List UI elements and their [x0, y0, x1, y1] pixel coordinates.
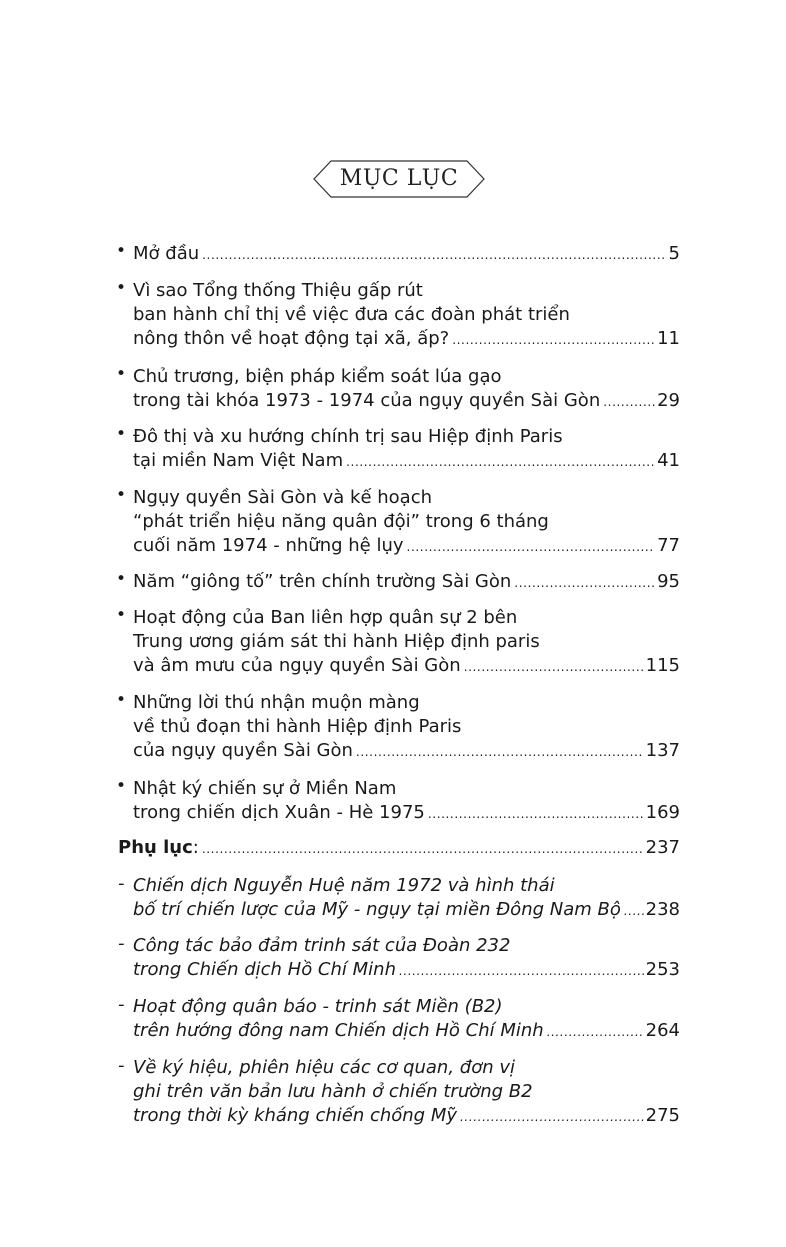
toc-entry-text: Ngụy quyền Sài Gòn và kế hoạch — [133, 487, 433, 508]
bullet: • — [116, 424, 127, 444]
page-number: 238 — [645, 899, 680, 920]
dot-leader — [603, 390, 655, 415]
bullet: • — [116, 569, 127, 589]
bullet: • — [116, 364, 127, 384]
toc-entry-line — [133, 897, 680, 922]
appendix-colon: : — [192, 837, 199, 858]
bullet: • — [116, 241, 127, 261]
toc-entry-line — [133, 957, 680, 982]
appendix-label: Phụ lục — [118, 837, 193, 858]
page-number: 5 — [668, 243, 680, 264]
toc-entry-line — [133, 533, 680, 558]
dot-leader — [399, 959, 644, 984]
dash: - — [118, 994, 125, 1015]
toc-entry-text: Chiến dịch Nguyễn Huệ năm 1972 và hình thái — [133, 875, 555, 896]
toc-entry-line — [133, 569, 680, 594]
page-number: 95 — [657, 571, 680, 592]
toc-entry-line — [133, 448, 680, 473]
page-number: 77 — [657, 535, 680, 556]
dot-leader — [356, 740, 644, 765]
page-number: 275 — [645, 1105, 680, 1126]
toc-entry-text: trong Chiến dịch Hồ Chí Minh — [133, 959, 396, 980]
toc-entry-text: ghi trên văn bản lưu hành ở chiến trường B2 — [133, 1081, 533, 1102]
dot-leader — [514, 571, 655, 596]
page-number: 41 — [657, 450, 680, 471]
toc-entry-line — [133, 738, 680, 763]
toc-entry-text: Những lời thú nhận muộn màng — [133, 692, 420, 713]
dash: - — [118, 933, 125, 954]
dot-leader — [202, 837, 644, 862]
dot-leader — [428, 802, 644, 827]
toc-entry-text: Trung ương giám sát thi hành Hiệp định paris — [133, 631, 540, 652]
toc-entry-text: của ngụy quyền Sài Gòn — [133, 740, 353, 761]
toc-entry-text: trong tài khóa 1973 - 1974 của ngụy quyền Sài Gòn — [133, 390, 601, 411]
page-number: 169 — [645, 802, 680, 823]
page-number: 29 — [657, 390, 680, 411]
toc-entry-text: Chủ trương, biện pháp kiểm soát lúa gạo — [133, 366, 502, 387]
toc-entry-text: Hoạt động quân báo - trinh sát Miền (B2) — [133, 996, 503, 1017]
toc-entry-line — [133, 653, 680, 678]
toc-entry-text: và âm mưu của ngụy quyền Sài Gòn — [133, 655, 461, 676]
toc-entry-line — [133, 1103, 680, 1128]
dot-leader — [407, 535, 656, 560]
toc-entry-text: về thủ đoạn thi hành Hiệp định Paris — [133, 716, 462, 737]
toc-entry-text: bố trí chiến lược của Mỹ - ngụy tại miền Đông Nam Bộ — [133, 899, 621, 920]
page-number: 264 — [645, 1020, 680, 1041]
page-number: 253 — [645, 959, 680, 980]
page-number: 137 — [645, 740, 680, 761]
toc-entry-text: Hoạt động của Ban liên hợp quân sự 2 bên — [133, 607, 518, 628]
dot-leader — [452, 328, 655, 353]
toc-entry-line — [133, 800, 680, 825]
dot-leader — [346, 450, 655, 475]
dot-leader — [464, 655, 644, 680]
toc-entry-text: “phát triển hiệu năng quân đội” trong 6 tháng — [133, 511, 549, 532]
toc-entry-text: cuối năm 1974 - những hệ lụy — [133, 535, 404, 556]
toc-entry-text: nông thôn về hoạt động tại xã, ấp? — [133, 328, 450, 349]
toc-entry-text: ban hành chỉ thị về việc đưa các đoàn phát triển — [133, 304, 570, 325]
toc-entry-text: Mở đầu — [133, 243, 200, 264]
toc-entry-line — [133, 388, 680, 413]
toc-entry-line — [118, 835, 680, 860]
dot-leader — [547, 1020, 644, 1045]
toc-entry-line — [133, 1018, 680, 1043]
toc-entry-text: Vì sao Tổng thống Thiệu gấp rút — [133, 280, 423, 301]
bullet: • — [116, 690, 127, 710]
toc-entry-text: tại miền Nam Việt Nam — [133, 450, 344, 471]
dot-leader — [624, 899, 644, 924]
toc-entry-text: Nhật ký chiến sự ở Miền Nam — [133, 778, 397, 799]
bullet: • — [116, 485, 127, 505]
dot-leader — [202, 243, 666, 268]
toc-entry-line — [133, 241, 680, 266]
page-number: 237 — [645, 837, 680, 858]
bullet: • — [116, 278, 127, 298]
toc-entry-text: trên hướng đông nam Chiến dịch Hồ Chí Minh — [133, 1020, 544, 1041]
dash: - — [118, 1055, 125, 1076]
toc-entry-text: Về ký hiệu, phiên hiệu các cơ quan, đơn vị — [133, 1057, 516, 1078]
page-number: 11 — [657, 328, 680, 349]
toc-entry-text: trong thời kỳ kháng chiến chống Mỹ — [133, 1105, 458, 1126]
page-title: MỤC LỤC — [339, 166, 459, 191]
toc-entry-line — [133, 326, 680, 351]
toc-entry-text: Đô thị và xu hướng chính trị sau Hiệp định Paris — [133, 426, 563, 447]
dot-leader — [460, 1105, 644, 1130]
dash: - — [118, 873, 125, 894]
page-number: 115 — [645, 655, 680, 676]
toc-entry-text: Công tác bảo đảm trinh sát của Đoàn 232 — [133, 935, 511, 956]
toc-entry-text: trong chiến dịch Xuân - Hè 1975 — [133, 802, 425, 823]
toc-entry-text: Năm “giông tố” trên chính trường Sài Gòn — [133, 571, 512, 592]
bullet: • — [116, 605, 127, 625]
bullet: • — [116, 776, 127, 796]
